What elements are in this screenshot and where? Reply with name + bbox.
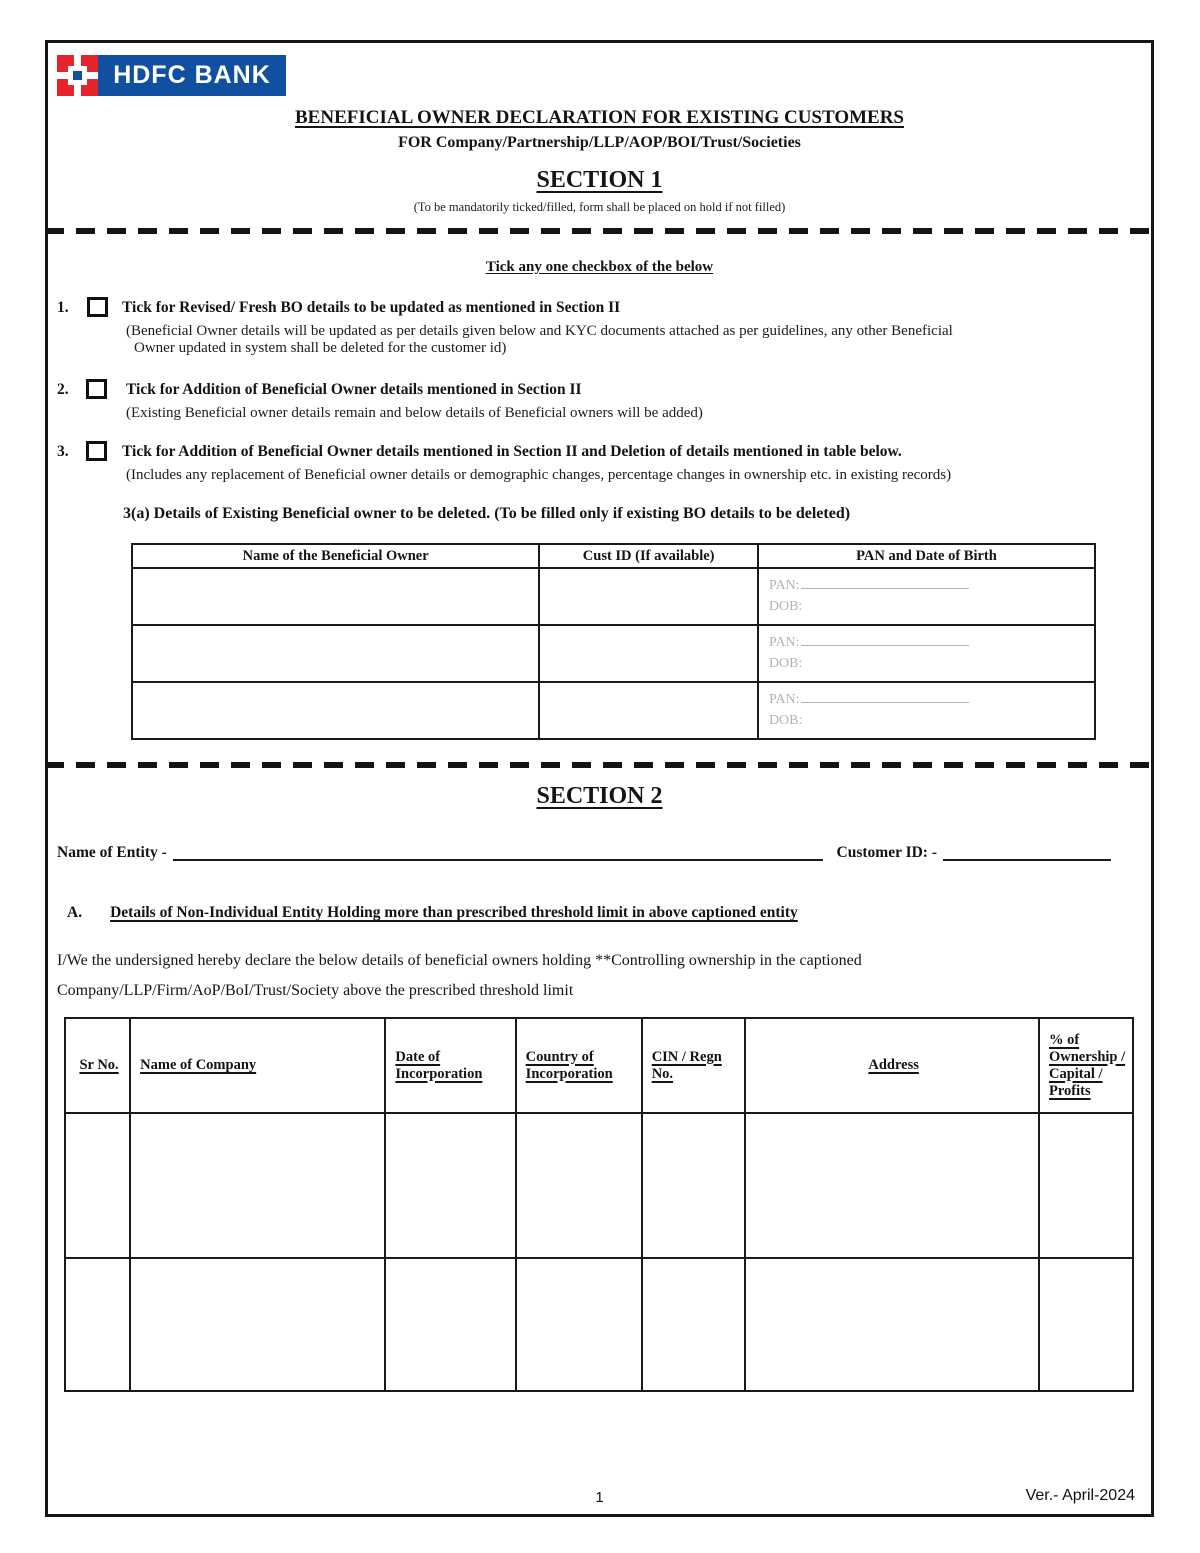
column-header-bo-name: Name of the Beneficial Owner [132, 544, 539, 568]
declaration-text: I/We the undersigned hereby declare the below details of beneficial owners holding **Controlling ownership in the captioned Company/LLP/Firm/AoP/BoI/Trust/Society above the prescribed threshold limit [57, 952, 862, 999]
form-subtitle: FOR Company/Partnership/LLP/AOP/BOI/Trust/Societies [398, 134, 801, 151]
section1-heading: SECTION 1 [536, 167, 663, 193]
page-number: 1 [595, 1489, 604, 1506]
option-1-description: (Beneficial Owner details will be updated as per details given below and KYC documents attached as per guidelines, any other Beneficial Owner updated in system shall be deleted for the customer id) [126, 323, 953, 356]
company-name-cell[interactable] [130, 1113, 385, 1258]
page-frame [45, 40, 1154, 1517]
column-header-cin: CIN / Regn No. [642, 1018, 746, 1113]
section2-heading: SECTION 2 [536, 783, 663, 809]
cust-id-cell[interactable] [539, 625, 758, 682]
date-incorporation-cell[interactable] [385, 1113, 515, 1258]
country-incorporation-cell[interactable] [516, 1258, 642, 1391]
column-header-address: Address [745, 1018, 1039, 1113]
pan-dob-cell[interactable]: PAN: DOB: [758, 682, 1095, 739]
option-2-label: Tick for Addition of Beneficial Owner details mentioned in Section II [126, 381, 582, 398]
cin-cell[interactable] [642, 1258, 746, 1391]
form-title: BENEFICIAL OWNER DECLARATION FOR EXISTING CUSTOMERS [295, 107, 904, 128]
dashed-separator-top [45, 228, 1154, 234]
option-1-label: Tick for Revised/ Fresh BO details to be updated as mentioned in Section II [122, 299, 621, 316]
pan-fill-line[interactable] [801, 691, 969, 703]
option-3-number: 3. [57, 443, 69, 460]
option-2-checkbox[interactable] [86, 379, 107, 399]
cust-id-cell[interactable] [539, 568, 758, 625]
pan-fill-line[interactable] [801, 634, 969, 646]
column-header-company-name: Name of Company [130, 1018, 385, 1113]
tick-instruction: Tick any one checkbox of the below [485, 259, 714, 275]
cust-id-cell[interactable] [539, 682, 758, 739]
sr-no-cell[interactable] [65, 1113, 130, 1258]
column-header-ownership-pct: % of Ownership / Capital / Profits [1039, 1018, 1133, 1113]
cin-cell[interactable] [642, 1113, 746, 1258]
column-header-cust-id: Cust ID (If available) [539, 544, 758, 568]
column-header-pan-dob: PAN and Date of Birth [758, 544, 1095, 568]
deletion-table-row [132, 568, 1095, 625]
deletion-table-row [132, 625, 1095, 682]
hdfc-logo [57, 55, 286, 96]
subsection-3a-heading: 3(a) Details of Existing Beneficial owner to be deleted. (To be filled only if existing BO details to be deleted) [123, 505, 851, 522]
entity-name-field[interactable] [173, 845, 823, 861]
date-incorporation-cell[interactable] [385, 1258, 515, 1391]
hdfc-logo-text: HDFC BANK [98, 55, 286, 96]
pan-dob-cell[interactable]: PAN: DOB: [758, 625, 1095, 682]
pan-fill-line[interactable] [801, 577, 969, 589]
deletion-table-header-row [132, 544, 1095, 568]
part-a-letter: A. [67, 904, 83, 921]
customer-id-label: Customer ID: - [836, 844, 937, 861]
bo-name-cell[interactable] [132, 682, 539, 739]
option-2-number: 2. [57, 381, 69, 398]
sr-no-cell[interactable] [65, 1258, 130, 1391]
pan-dob-cell[interactable]: PAN: DOB: [758, 568, 1095, 625]
option-1-checkbox[interactable] [87, 297, 108, 317]
company-name-cell[interactable] [130, 1258, 385, 1391]
option-2-description: (Existing Beneficial owner details remain and below details of Beneficial owners will be added) [126, 405, 703, 421]
hdfc-logo-icon [57, 55, 98, 96]
option-1-number: 1. [57, 299, 69, 316]
column-header-country-incorporation: Country of Incorporation [516, 1018, 642, 1113]
bo-name-cell[interactable] [132, 568, 539, 625]
address-cell[interactable] [745, 1113, 1039, 1258]
customer-id-field[interactable] [943, 845, 1111, 861]
ownership-table-row [65, 1113, 1133, 1258]
entity-name-label: Name of Entity - [57, 844, 167, 861]
country-incorporation-cell[interactable] [516, 1113, 642, 1258]
column-header-sr-no: Sr No. [65, 1018, 130, 1113]
dashed-separator-middle [45, 762, 1154, 768]
section1-note: (To be mandatorily ticked/filled, form shall be placed on hold if not filled) [413, 200, 786, 214]
version-label: Ver.- April-2024 [1025, 1487, 1135, 1504]
part-a-heading: A. Details of Non-Individual Entity Holding more than prescribed threshold limit in above captioned entity [67, 904, 798, 921]
option-3-label: Tick for Addition of Beneficial Owner details mentioned in Section II and Deletion of details mentioned in table below. [122, 443, 902, 460]
deletion-table-row [132, 682, 1095, 739]
ownership-table-header-row [65, 1018, 1133, 1113]
address-cell[interactable] [745, 1258, 1039, 1391]
bo-name-cell[interactable] [132, 625, 539, 682]
deletion-table [131, 543, 1096, 740]
ownership-pct-cell[interactable] [1039, 1113, 1133, 1258]
ownership-table-row [65, 1258, 1133, 1391]
entity-row [57, 844, 1111, 862]
ownership-pct-cell[interactable] [1039, 1258, 1133, 1391]
ownership-table [64, 1017, 1134, 1392]
column-header-date-incorporation: Date of Incorporation [385, 1018, 515, 1113]
option-3-description: (Includes any replacement of Beneficial owner details or demographic changes, percentage changes in ownership etc. in existing records) [126, 467, 952, 483]
option-3-checkbox[interactable] [86, 441, 107, 461]
